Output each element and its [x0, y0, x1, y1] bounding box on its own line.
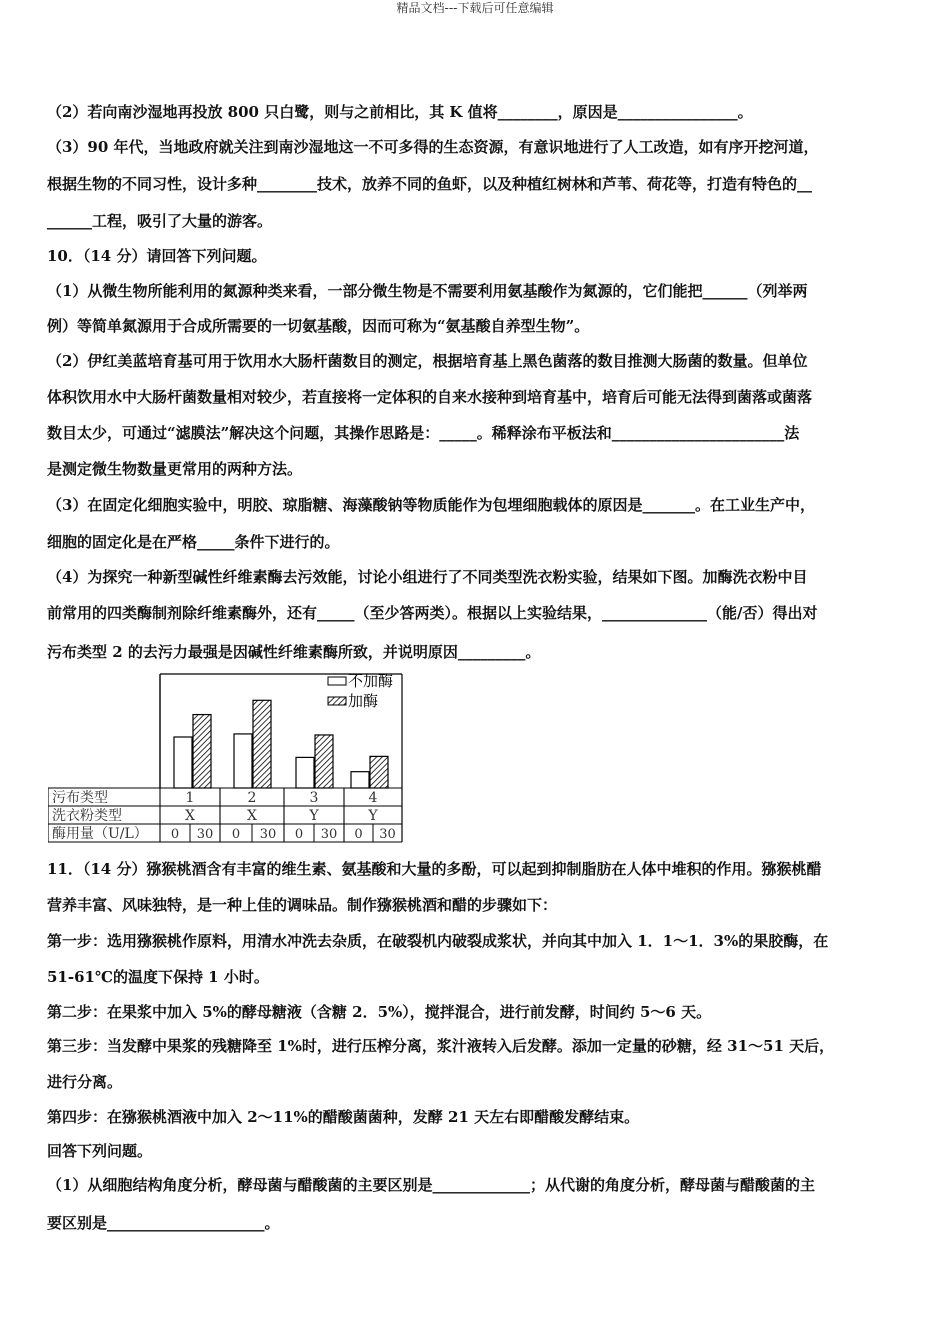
page-header: 精品文档---下载后可任意编辑 [396, 1, 554, 15]
text-line: （1）从细胞结构角度分析，酵母菌与醋酸菌的主要区别是_____________；从代谢的角度分析，酵母菌与醋酸菌的主 [47, 1176, 815, 1194]
text-line: （3）在固定化细胞实验中，明胶、琼脂糖、海藻酸钠等物质能作为包埋细胞载体的原因是_______。在工业生产中， [47, 496, 815, 514]
bar-enzyme [315, 735, 333, 788]
bar-enzyme [370, 756, 388, 788]
text-line: 例）等简单氮源用于合成所需要的一切氨基酸，因而可称为“氨基酸自养型生物”。 [47, 317, 590, 335]
text-line: 11．（14 分）猕猴桃酒含有丰富的维生素、氨基酸和大量的多酚，可以起到抑制脂肪在人体中堆积的作用。猕猴桃醋 [47, 860, 822, 878]
table-cell: 0 [170, 827, 180, 842]
text-line: （2）若向南沙湿地再投放 800 只白鹭，则与之前相比，其 K 值将________，原因是________________。 [47, 103, 753, 121]
text-line: （1）从微生物所能利用的氮源种类来看，一部分微生物是不需要利用氨基酸作为氮源的，它们能把______（列举两 [47, 282, 808, 300]
table-cell: 2 [247, 790, 257, 806]
text-line: 污布类型 2 的去污力最强是因碱性纤维素酶所致，并说明原因_________。 [47, 643, 541, 661]
text-line: 10．（14 分）请回答下列问题。 [47, 247, 267, 265]
legend-swatch [328, 677, 346, 685]
table-row-label: 洗衣粉类型 [52, 808, 122, 824]
text-line: 前常用的四类酶制剂除纤维素酶外，还有_____（至少答两类）。根据以上实验结果，______________（能/否）得出对 [47, 604, 818, 622]
text-line: 体积饮用水中大肠杆菌数量相对较少，若直接将一定体积的自来水接种到培育基中，培育后可能无法得到菌落或菌落 [47, 388, 813, 406]
table-cell: 0 [231, 827, 241, 842]
table-row-label: 污布类型 [52, 790, 108, 806]
table-cell: 30 [320, 827, 338, 842]
text-line: 第三步：当发酵中果浆的残糖降至 1%时，进行压榨分离，浆汁液转入后发酵。添加一定量的砂糖，经 31～51 天后， [47, 1037, 835, 1055]
enzyme-chart [48, 672, 410, 844]
table-cell: Y [368, 808, 378, 824]
bar-enzyme [253, 700, 271, 788]
text-line: 回答下列问题。 [47, 1142, 153, 1160]
text-line: （3）90 年代，当地政府就关注到南沙湿地这一不可多得的生态资源，有意识地进行了人工改造，如有序开挖河道， [47, 138, 819, 156]
table-cell: 3 [309, 790, 319, 806]
table-row-label: 酶用量（U/L） [52, 826, 148, 842]
table-cell: 1 [185, 790, 195, 806]
text-line: 根据生物的不同习性，设计多种________技术，放养不同的鱼虾，以及种植红树林和芦苇、荷花等，打造有特色的__ [47, 175, 813, 193]
text-line: 营养丰富、风味独特，是一种上佳的调味品。制作猕猴桃酒和醋的步骤如下： [47, 896, 558, 914]
table-cell: 4 [368, 790, 378, 806]
table-cell: X [185, 808, 195, 824]
text-line: 是测定微生物数量更常用的两种方法。 [47, 460, 303, 478]
table-cell: 30 [259, 827, 277, 842]
bar-no-enzyme [174, 737, 192, 788]
bar-no-enzyme [351, 772, 369, 788]
legend-label: 加酶 [348, 692, 379, 710]
table-cell: X [247, 808, 257, 824]
text-line: 数目太少，可通过“滤膜法”解决这个问题，其操作思路是：_____。稀释涂布平板法和_______________________法 [47, 424, 800, 442]
table-cell: 30 [196, 827, 214, 842]
table-cell: 0 [294, 827, 304, 842]
text-line: 第四步：在猕猴桃酒液中加入 2～11%的醋酸菌菌种，发酵 21 天左右即醋酸发酵结束。 [47, 1108, 640, 1126]
bar-enzyme [193, 715, 211, 788]
bar-no-enzyme [234, 734, 252, 788]
text-line: 进行分离。 [47, 1073, 123, 1091]
text-line: 要区别是_____________________。 [47, 1214, 280, 1232]
text-line: 第二步：在果浆中加入 5%的酵母糖液（含糖 2．5%），搅拌混合，进行前发酵，时间约 5～6 天。 [47, 1003, 712, 1021]
legend-label: 不加酶 [348, 672, 394, 690]
text-line: （2）伊红美蓝培育基可用于饮用水大肠杆菌数目的测定，根据培育基上黑色菌落的数目推测大肠菌的数量。但单位 [47, 352, 808, 370]
table-cell: 0 [354, 827, 363, 842]
text-line: ______工程，吸引了大量的游客。 [47, 212, 273, 230]
text-line: 第一步：选用猕猴桃作原料，用清水冲洗去杂质，在破裂机内破裂成浆状，并向其中加入 1．1～1．3%的果胶酶，在 [47, 932, 829, 950]
text-line: 51-61℃的温度下保持 1 小时。 [47, 968, 269, 986]
table-cell: Y [309, 808, 319, 824]
bar-no-enzyme [296, 757, 314, 788]
text-line: 细胞的固定化是在严格_____条件下进行的。 [47, 533, 340, 551]
table-cell: 30 [379, 827, 396, 842]
text-line: （4）为探究一种新型碱性纤维素酶去污效能，讨论小组进行了不同类型洗衣粉实验，结果如下图。加酶洗衣粉中目 [47, 568, 808, 586]
legend-swatch [328, 697, 346, 705]
